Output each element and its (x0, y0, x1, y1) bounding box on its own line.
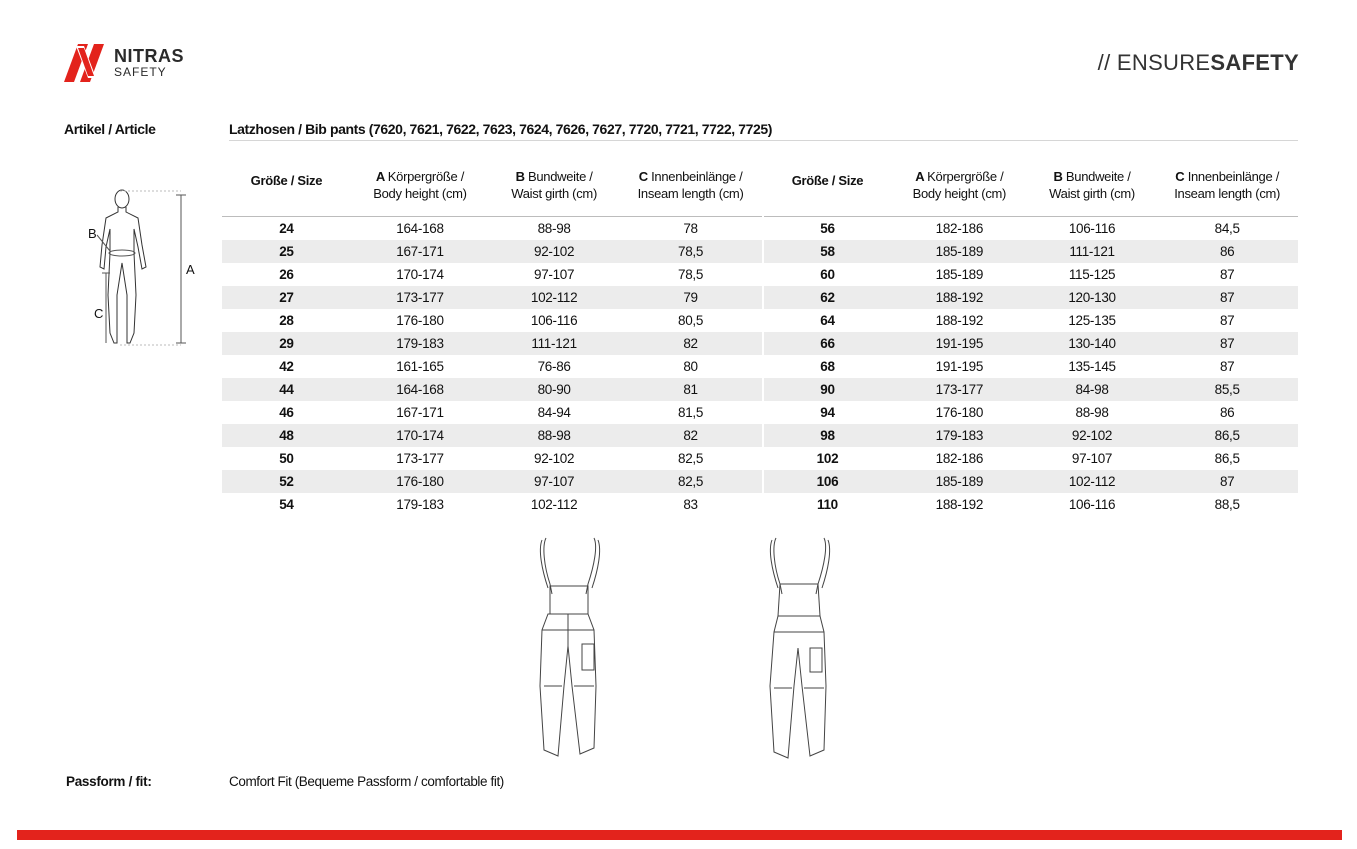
header-size: Größe / Size (222, 168, 351, 217)
body-height-cell: 173-177 (891, 378, 1028, 401)
inseam-length-cell: 81 (619, 378, 762, 401)
body-height-cell: 176-180 (935, 405, 984, 420)
article-value: Latzhosen / Bib pants (7620, 7621, 7622, 7623, 7624, 7626, 7627, 7720, 7721, 7722, 7725) (229, 121, 773, 137)
size-cell: 44 (222, 378, 351, 401)
waist-girth-cell: 92-102 (1028, 424, 1157, 447)
figure-label-a: A (186, 262, 195, 277)
size-cell: 42 (279, 359, 294, 374)
waist-girth-cell: 88-98 (1075, 405, 1109, 420)
size-cell: 102 (816, 451, 839, 466)
size-cell: 94 (820, 405, 835, 420)
table-row (222, 309, 762, 332)
waist-girth-cell: 102-112 (530, 497, 578, 512)
size-table-right-body (764, 217, 1298, 517)
size-cell: 58 (764, 240, 891, 263)
table-row (222, 286, 762, 309)
body-height-cell: 161-165 (396, 359, 444, 374)
size-cell: 54 (279, 497, 294, 512)
slogan (1098, 50, 1299, 76)
body-height-cell: 188-192 (935, 497, 984, 512)
waist-girth-cell: 80-90 (489, 378, 619, 401)
body-height-cell: 164-168 (396, 221, 444, 236)
size-cell: 48 (222, 424, 351, 447)
body-height-cell: 185-189 (891, 240, 1028, 263)
size-cell: 98 (764, 424, 891, 447)
table-row (222, 240, 762, 263)
table-row (764, 263, 1298, 286)
size-cell: 62 (764, 286, 891, 309)
table-row (764, 424, 1298, 447)
inseam-length-cell: 82 (619, 332, 762, 355)
body-height-cell: 182-186 (935, 451, 984, 466)
brand-name: NITRAS (114, 45, 184, 66)
inseam-length-cell: 78,5 (619, 240, 762, 263)
waist-girth-cell: 115-125 (1068, 267, 1116, 282)
waist-girth-cell: 102-112 (1028, 470, 1157, 493)
header-body-height: A Körpergröße / Body height (cm) (351, 168, 489, 217)
body-height-cell: 164-168 (351, 378, 489, 401)
nitras-n-logo-icon (62, 40, 110, 84)
body-height-cell: 167-171 (396, 405, 444, 420)
size-cell: 25 (222, 240, 351, 263)
body-height-cell: 185-189 (891, 470, 1028, 493)
body-height-cell: 191-195 (935, 359, 984, 374)
inseam-length-cell: 80,5 (678, 313, 704, 328)
waist-girth-cell: 120-130 (1028, 286, 1157, 309)
table-header-row (222, 168, 762, 217)
body-height-cell: 173-177 (351, 286, 489, 309)
waist-girth-cell: 97-107 (533, 267, 575, 282)
inseam-length-cell: 78,5 (678, 267, 704, 282)
inseam-length-cell: 84,5 (1214, 221, 1240, 236)
inseam-length-cell: 87 (1156, 470, 1298, 493)
article-label: Artikel / Article (64, 121, 156, 137)
body-height-cell: 173-177 (396, 451, 444, 466)
fit-label: Passform / fit: (66, 774, 152, 789)
inseam-length-cell: 83 (683, 497, 698, 512)
size-cell: 60 (820, 267, 835, 282)
header-size: Größe / Size (764, 168, 891, 217)
body-height-cell: 179-183 (396, 497, 444, 512)
size-cell: 64 (820, 313, 835, 328)
size-table-left-body (222, 217, 762, 517)
inseam-length-cell: 79 (619, 286, 762, 309)
inseam-length-cell: 85,5 (1156, 378, 1298, 401)
body-height-cell: 188-192 (891, 286, 1028, 309)
inseam-length-cell: 82,5 (619, 470, 762, 493)
inseam-length-cell: 86,5 (1214, 451, 1240, 466)
slogan-strong: SAFETY (1210, 50, 1299, 75)
size-cell: 110 (817, 497, 838, 512)
waist-girth-cell: 102-112 (489, 286, 619, 309)
table-row (764, 217, 1298, 241)
bib-pants-back-drawing (752, 536, 842, 762)
size-table-left (222, 168, 762, 516)
body-height-cell: 167-171 (351, 240, 489, 263)
waist-girth-cell: 130-140 (1028, 332, 1157, 355)
table-row (764, 309, 1298, 332)
size-cell: 29 (222, 332, 351, 355)
waist-girth-cell: 97-107 (489, 470, 619, 493)
header-inseam-length: C Innenbeinlänge / Inseam length (cm) (619, 168, 762, 217)
figure-label-b: B (88, 226, 97, 241)
table-row (222, 493, 762, 516)
footer-accent-bar (17, 830, 1342, 840)
inseam-length-cell: 80 (683, 359, 698, 374)
waist-girth-cell: 97-107 (1071, 451, 1113, 466)
size-cell: 56 (820, 221, 835, 236)
table-row (764, 378, 1298, 401)
table-row (764, 470, 1298, 493)
bib-pants-front-drawing (522, 536, 612, 762)
table-row (222, 355, 762, 378)
waist-girth-cell: 125-135 (1068, 313, 1116, 328)
inseam-length-cell: 86,5 (1156, 424, 1298, 447)
inseam-length-cell: 87 (1219, 267, 1235, 282)
table-row (222, 424, 762, 447)
waist-girth-cell: 88-98 (537, 221, 571, 236)
table-row (764, 286, 1298, 309)
body-height-cell: 188-192 (935, 313, 984, 328)
waist-girth-cell: 111-121 (489, 332, 619, 355)
body-height-cell: 191-195 (891, 332, 1028, 355)
body-height-cell: 176-180 (396, 313, 444, 328)
table-row (222, 401, 762, 424)
size-cell: 28 (279, 313, 294, 328)
size-cell: 46 (279, 405, 294, 420)
size-cell: 68 (820, 359, 835, 374)
inseam-length-cell: 81,5 (678, 405, 704, 420)
waist-girth-cell: 106-116 (1068, 221, 1116, 236)
brand-sub: SAFETY (114, 64, 167, 79)
header-inseam-length: C Innenbeinlänge / Inseam length (cm) (1156, 168, 1298, 217)
table-row (764, 447, 1298, 470)
inseam-length-cell: 86 (1156, 240, 1298, 263)
table-row (222, 378, 762, 401)
table-row (222, 470, 762, 493)
size-cell: 50 (279, 451, 294, 466)
inseam-length-cell: 87 (1219, 313, 1235, 328)
waist-girth-cell: 111-121 (1028, 240, 1157, 263)
table-row (764, 355, 1298, 378)
table-row (222, 217, 762, 241)
inseam-length-cell: 86 (1219, 405, 1235, 420)
figure-label-c: C (94, 306, 104, 321)
table-row (222, 263, 762, 286)
table-row (764, 493, 1298, 516)
body-height-cell: 179-183 (351, 332, 489, 355)
header-waist-girth: B Bundweite / Waist girth (cm) (1028, 168, 1157, 217)
inseam-length-cell: 82,5 (678, 451, 704, 466)
waist-girth-cell: 84-94 (537, 405, 571, 420)
table-row (222, 332, 762, 355)
waist-girth-cell: 106-116 (530, 313, 578, 328)
slogan-prefix: // ENSURE (1097, 50, 1211, 75)
inseam-length-cell: 87 (1156, 286, 1298, 309)
size-cell: 26 (279, 267, 294, 282)
waist-girth-cell: 92-102 (489, 240, 619, 263)
brand-logo (62, 40, 184, 84)
size-cell: 52 (222, 470, 351, 493)
inseam-length-cell: 87 (1219, 359, 1235, 374)
table-row (764, 401, 1298, 424)
body-height-cell: 185-189 (935, 267, 984, 282)
body-height-cell: 179-183 (891, 424, 1028, 447)
size-cell: 27 (222, 286, 351, 309)
header-waist-girth: B Bundweite / Waist girth (cm) (489, 168, 619, 217)
size-cell: 24 (279, 221, 294, 236)
header-body-height: A Körpergröße / Body height (cm) (891, 168, 1028, 217)
table-row (764, 332, 1298, 355)
body-height-cell: 170-174 (351, 424, 489, 447)
article-divider (229, 140, 1298, 141)
inseam-length-cell: 88,5 (1214, 497, 1240, 512)
waist-girth-cell: 76-86 (537, 359, 571, 374)
waist-girth-cell: 106-116 (1068, 497, 1116, 512)
body-height-cell: 182-186 (935, 221, 984, 236)
inseam-length-cell: 87 (1156, 332, 1298, 355)
table-header-row (764, 168, 1298, 217)
waist-girth-cell: 135-145 (1068, 359, 1116, 374)
waist-girth-cell: 92-102 (533, 451, 575, 466)
body-measurement-figure (84, 185, 196, 350)
fit-value: Comfort Fit (Bequeme Passform / comfortable fit) (229, 774, 504, 789)
inseam-length-cell: 82 (619, 424, 762, 447)
size-cell: 106 (764, 470, 891, 493)
size-table-right (764, 168, 1298, 516)
body-height-cell: 176-180 (351, 470, 489, 493)
waist-girth-cell: 88-98 (489, 424, 619, 447)
table-row (222, 447, 762, 470)
table-row (764, 240, 1298, 263)
size-cell: 66 (764, 332, 891, 355)
waist-girth-cell: 84-98 (1028, 378, 1157, 401)
inseam-length-cell: 78 (683, 221, 698, 236)
size-cell: 90 (764, 378, 891, 401)
body-height-cell: 170-174 (396, 267, 444, 282)
